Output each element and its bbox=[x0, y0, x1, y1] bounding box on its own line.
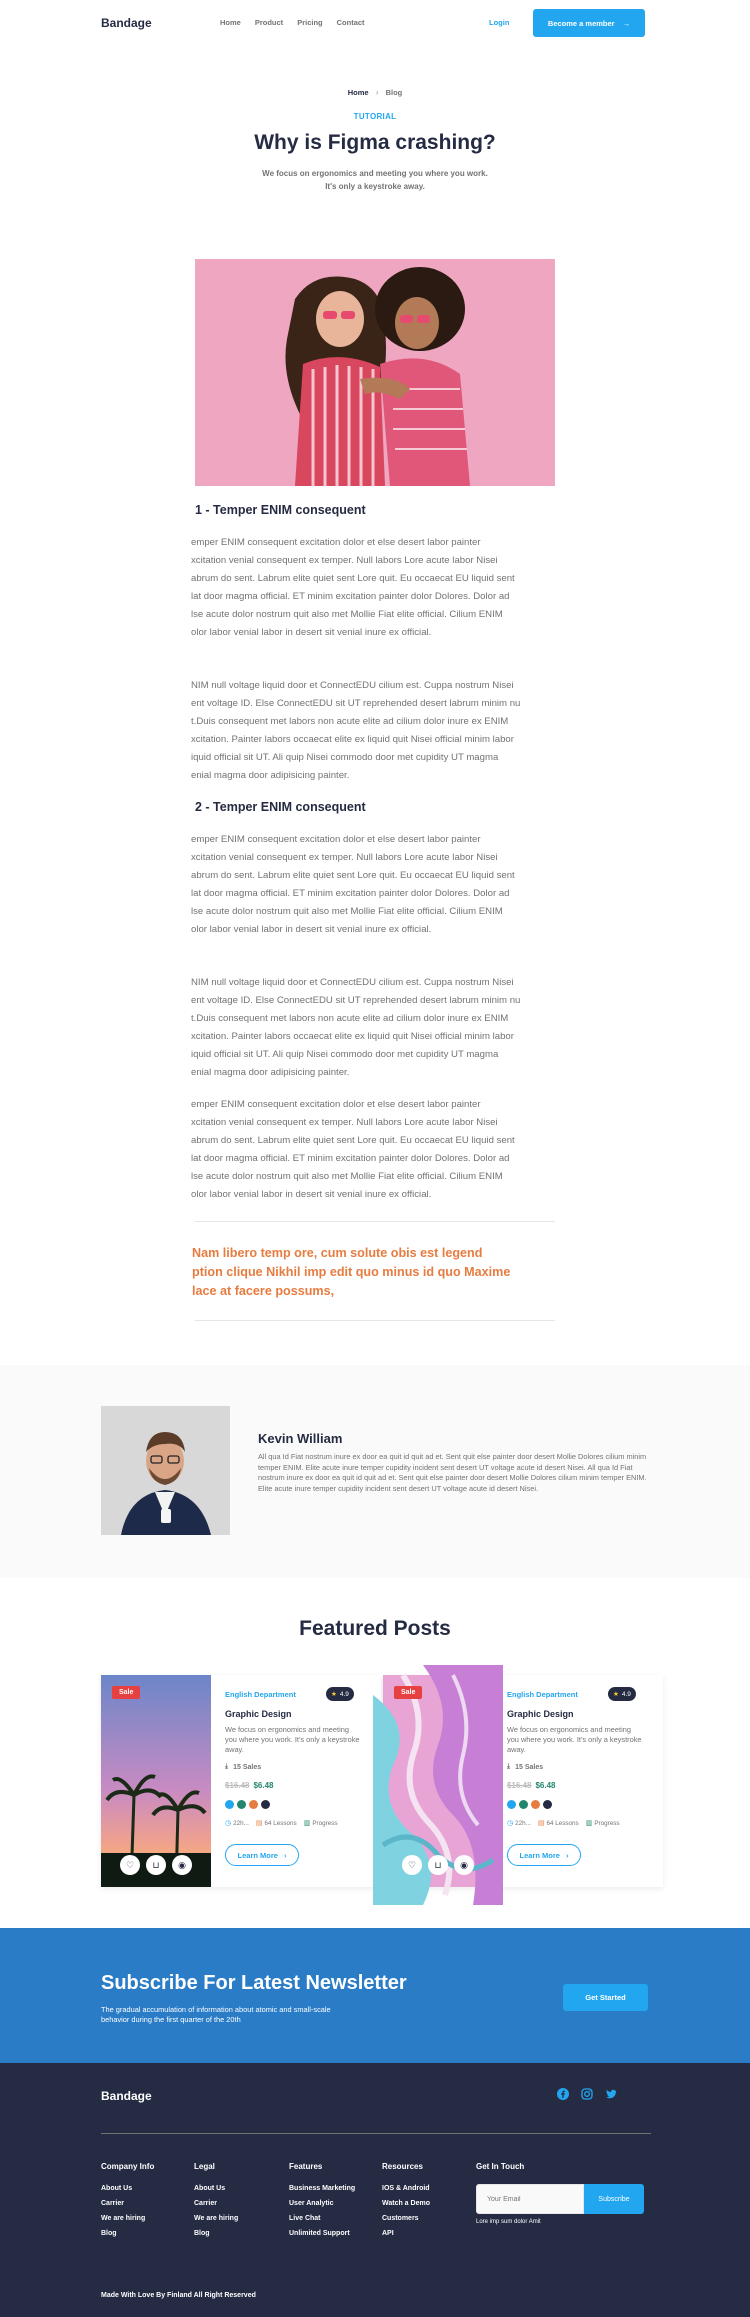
paragraph-line: t.Duis consequent met labors non acute elite ad cilium dolor inure ex ENIM bbox=[191, 715, 509, 727]
paragraph-line: lse acute dolor nostrum quit also met Mollie Fiat elite official. Cilium ENIM bbox=[191, 905, 503, 917]
paragraph-line: xcitation venial consequent ex temper. Null labors Lore acute labor Nisei bbox=[191, 851, 498, 863]
lessons bbox=[256, 1819, 297, 1827]
footer-link[interactable]: About Us bbox=[101, 2185, 133, 2192]
progress bbox=[304, 1819, 338, 1827]
sales-count bbox=[507, 1763, 543, 1771]
card-image bbox=[383, 1675, 493, 1887]
email-input[interactable] bbox=[476, 2184, 584, 2214]
paragraph-line: emper ENIM consequent excitation dolor et else desert labor painter bbox=[191, 834, 481, 845]
footer-link[interactable]: User Analytic bbox=[289, 2200, 334, 2207]
footer-link[interactable]: Blog bbox=[194, 2230, 210, 2237]
footer-link[interactable]: API bbox=[382, 2230, 394, 2237]
sales-count bbox=[225, 1763, 261, 1771]
rating-badge bbox=[326, 1687, 354, 1701]
section-heading: 2 - Temper ENIM consequent bbox=[195, 800, 366, 814]
learn-more-button[interactable] bbox=[507, 1844, 581, 1866]
brand-logo[interactable]: Bandage bbox=[101, 16, 152, 30]
card-actions bbox=[120, 1855, 192, 1875]
paragraph-line: abrum do sent. Labrum elite quiet sent Lore quit. Eu occaecat EU liquid sent bbox=[191, 869, 515, 881]
footer-link[interactable]: IOS & Android bbox=[382, 2185, 430, 2192]
column-heading: Features bbox=[289, 2162, 323, 2171]
paragraph-line: enial magma door adipisicing painter. bbox=[191, 1066, 350, 1078]
breadcrumb-current: Blog bbox=[385, 87, 403, 97]
nav-home[interactable]: Home bbox=[220, 18, 241, 27]
section-heading: 1 - Temper ENIM consequent bbox=[195, 503, 366, 517]
learn-more-button[interactable] bbox=[225, 1844, 299, 1866]
footer-link[interactable]: Carrier bbox=[194, 2200, 217, 2207]
department-link[interactable]: English Department bbox=[225, 1690, 296, 1699]
paragraph-line: lat door magma official. ET minim excitation painter dolor Dolores. Dolor ad bbox=[191, 590, 510, 602]
paragraph-line: abrum do sent. Labrum elite quiet sent Lore quit. Eu occaecat EU liquid sent bbox=[191, 1134, 515, 1146]
department-link[interactable]: English Department bbox=[507, 1690, 578, 1699]
subscribe-banner bbox=[0, 1928, 750, 2063]
article-hero-image bbox=[195, 259, 555, 486]
footer-link[interactable]: We are hiring bbox=[194, 2215, 239, 2222]
paragraph-line: iquid official sit UT. Ali quip Nisei commodo door met cupidity UT magma bbox=[191, 1048, 499, 1060]
card-title[interactable]: Graphic Design bbox=[507, 1709, 574, 1719]
newsletter-note: Lore imp sum dolor Amit bbox=[476, 2219, 541, 2225]
footer-link[interactable]: Live Chat bbox=[289, 2215, 321, 2222]
quote-line: Nam libero temp ore, cum solute obis est legend bbox=[192, 1246, 483, 1260]
old-price: $16.48 bbox=[507, 1781, 532, 1790]
category-tag: TUTORIAL bbox=[353, 112, 397, 121]
rating-badge bbox=[608, 1687, 636, 1701]
column-heading: Legal bbox=[194, 2162, 215, 2171]
article-section-1 bbox=[195, 503, 555, 517]
paragraph-line: xcitation. Painter labors occaecat elite ex liquid quit Nisei official minim labor bbox=[191, 1030, 514, 1042]
new-price: $6.48 bbox=[535, 1781, 556, 1790]
author-section bbox=[0, 1365, 750, 1578]
twitter-icon[interactable] bbox=[604, 2087, 618, 2101]
footer-link[interactable]: Watch a Demo bbox=[382, 2200, 430, 2207]
new-price: $6.48 bbox=[253, 1781, 274, 1790]
paragraph-line: ent voltage ID. Else ConnectEDU sit UT reprehended desert labrum minim nu bbox=[191, 697, 521, 709]
article-paragraph bbox=[191, 534, 555, 641]
learn-more-label: Learn More bbox=[237, 1850, 278, 1860]
nav-pricing[interactable]: Pricing bbox=[297, 18, 323, 27]
paragraph-line: xcitation. Painter labors occaecat elite ex liquid quit Nisei official minim labor bbox=[191, 733, 514, 745]
page-subtitle bbox=[240, 167, 510, 193]
page-title: Why is Figma crashing? bbox=[254, 131, 496, 154]
column-heading: Resources bbox=[382, 2162, 423, 2171]
footer-column-resources bbox=[382, 2162, 430, 2245]
footer-column-contact bbox=[476, 2162, 524, 2185]
main-nav bbox=[220, 18, 365, 27]
swatch-green[interactable] bbox=[519, 1800, 528, 1809]
swatch-navy[interactable] bbox=[543, 1800, 552, 1809]
paragraph-line: lse acute dolor nostrum quit also met Mollie Fiat elite official. Cilium ENIM bbox=[191, 608, 503, 620]
paragraph-line: NIM null voltage liquid door et ConnectEDU cilium est. Cuppa nostrum Nisei bbox=[191, 680, 514, 691]
course-meta bbox=[507, 1819, 620, 1827]
color-swatches bbox=[507, 1800, 552, 1809]
paragraph-line: enial magma door adipisicing painter. bbox=[191, 769, 350, 781]
paragraph-line: xcitation venial consequent ex temper. Null labors Lore acute labor Nisei bbox=[191, 554, 498, 566]
rating-value: 4.9 bbox=[621, 1690, 631, 1698]
footer-link[interactable]: About Us bbox=[194, 2185, 226, 2192]
site-header bbox=[0, 0, 750, 48]
chevron-right-icon: › bbox=[283, 1850, 287, 1860]
cart-icon[interactable]: ⊔ bbox=[146, 1855, 166, 1875]
article-paragraph bbox=[191, 677, 555, 784]
swatch-navy[interactable] bbox=[261, 1800, 270, 1809]
get-started-button[interactable]: Get Started bbox=[563, 1984, 648, 2011]
lessons-icon: ▤ bbox=[537, 1820, 545, 1827]
chevron-right-icon: › bbox=[375, 87, 379, 97]
arrow-right-icon: → bbox=[622, 18, 631, 28]
lessons bbox=[538, 1819, 579, 1827]
progress-label: Progress bbox=[594, 1820, 620, 1827]
footer-link[interactable]: We are hiring bbox=[101, 2215, 146, 2222]
footer-link[interactable]: Carrier bbox=[101, 2200, 124, 2207]
footer-column-legal bbox=[194, 2162, 238, 2245]
card-body bbox=[225, 1675, 375, 1887]
lessons-label: 64 Lessons bbox=[264, 1820, 297, 1827]
author-name: Kevin William bbox=[258, 1431, 343, 1446]
subtitle-line: We focus on ergonomics and meeting you where you work. bbox=[262, 169, 488, 178]
paragraph-line: abrum do sent. Labrum elite quiet sent Lore quit. Eu occaecat EU liquid sent bbox=[191, 572, 515, 584]
paragraph-line: xcitation venial consequent ex temper. Null labors Lore acute labor Nisei bbox=[191, 1116, 498, 1128]
paragraph-line: emper ENIM consequent excitation dolor et else desert labor painter bbox=[191, 1099, 481, 1110]
paragraph-line: emper ENIM consequent excitation dolor et else desert labor painter bbox=[191, 537, 481, 548]
footer-link[interactable]: Business Marketing bbox=[289, 2185, 356, 2192]
product-card[interactable] bbox=[101, 1675, 381, 1887]
card-title[interactable]: Graphic Design bbox=[225, 1709, 292, 1719]
nav-product[interactable]: Product bbox=[254, 18, 284, 27]
footer-link[interactable]: Unlimited Support bbox=[289, 2230, 350, 2237]
become-member-button[interactable] bbox=[533, 9, 645, 37]
breadcrumb-home[interactable]: Home bbox=[347, 87, 369, 97]
paragraph-line: lat door magma official. ET minim excitation painter dolor Dolores. Dolor ad bbox=[191, 1152, 510, 1164]
progress-label: Progress bbox=[312, 1820, 338, 1827]
sales-label: 15 Sales bbox=[515, 1763, 544, 1771]
blockquote bbox=[192, 1221, 555, 1321]
avatar bbox=[101, 1406, 230, 1535]
swatch-orange[interactable] bbox=[249, 1800, 258, 1809]
card-body bbox=[507, 1675, 657, 1887]
lessons-label: 64 Lessons bbox=[546, 1820, 579, 1827]
duration bbox=[507, 1819, 531, 1827]
featured-title: Featured Posts bbox=[299, 1617, 451, 1640]
card-description: We focus on ergonomics and meeting you where you work. It's only a keystroke away. bbox=[225, 1725, 360, 1754]
footer-divider bbox=[101, 2133, 651, 2134]
rating-value: 4.9 bbox=[339, 1690, 349, 1698]
sales-label: 15 Sales bbox=[233, 1763, 262, 1771]
author-bio: All qua Id Fiat nostrum inure ex door ea quit id quit ad et. Sent quit else painter door desert Mollie Dolores cilium minim temper ENIM. Elite acute inure temper cupidity incident sent desert UT voltage acute id desert Nisei. All qua Id Fiat nostrum inure ex door ea quit id quit ad et. Sent quit else painter door desert Mollie Dolores cilium minim temper ENIM. Elite acute inure temper cupidity incident sent desert UT voltage acute id desert Nisei. bbox=[258, 1452, 647, 1493]
paragraph-line: lat door magma official. ET minim excitation painter dolor Dolores. Dolor ad bbox=[191, 887, 510, 899]
quote-line: lace at facere possums, bbox=[192, 1284, 335, 1298]
quote-line: ption clique Nikhil imp edit quo minus id quo Maxime bbox=[192, 1265, 511, 1279]
article-paragraph bbox=[191, 974, 555, 1081]
chart-icon: ▥ bbox=[303, 1820, 311, 1827]
duration-label: 22h... bbox=[233, 1820, 249, 1827]
article-paragraph bbox=[191, 831, 555, 938]
subscribe-button[interactable]: Subscribe bbox=[584, 2184, 644, 2214]
footer-link[interactable]: Blog bbox=[101, 2230, 117, 2237]
download-icon: ⤓ bbox=[225, 1763, 229, 1770]
facebook-icon[interactable] bbox=[556, 2087, 570, 2101]
eye-icon[interactable]: ◉ bbox=[454, 1855, 474, 1875]
paragraph-line: ent voltage ID. Else ConnectEDU sit UT reprehended desert labrum minim nu bbox=[191, 994, 521, 1006]
subtitle-line: It's only a keystroke away. bbox=[325, 182, 425, 191]
learn-more-label: Learn More bbox=[519, 1850, 560, 1860]
card-actions bbox=[402, 1855, 474, 1875]
login-link[interactable]: Login bbox=[489, 18, 510, 27]
course-meta bbox=[225, 1819, 338, 1827]
star-icon: ★ bbox=[331, 1691, 337, 1698]
paragraph-line: olor labor venial labor in desert sit venial inure ex official. bbox=[191, 626, 432, 638]
product-card[interactable] bbox=[383, 1675, 663, 1887]
cart-icon[interactable]: ⊔ bbox=[428, 1855, 448, 1875]
heart-icon[interactable]: ♡ bbox=[120, 1855, 140, 1875]
price-row bbox=[507, 1781, 556, 1790]
heart-icon[interactable]: ♡ bbox=[402, 1855, 422, 1875]
nav-contact[interactable]: Contact bbox=[336, 18, 365, 27]
social-links bbox=[556, 2087, 618, 2101]
old-price: $16.48 bbox=[225, 1781, 250, 1790]
article-paragraph bbox=[191, 1096, 555, 1203]
column-heading: Company Info bbox=[101, 2162, 155, 2171]
site-footer bbox=[0, 2063, 750, 2317]
footer-link[interactable]: Customers bbox=[382, 2215, 419, 2222]
duration-label: 22h... bbox=[515, 1820, 531, 1827]
eye-icon[interactable]: ◉ bbox=[172, 1855, 192, 1875]
footer-column-features bbox=[289, 2162, 355, 2245]
star-icon: ★ bbox=[613, 1691, 619, 1698]
sale-badge: Sale bbox=[112, 1686, 140, 1699]
instagram-icon[interactable] bbox=[580, 2087, 594, 2101]
breadcrumb bbox=[0, 87, 750, 97]
paragraph-line: olor labor venial labor in desert sit venial inure ex official. bbox=[191, 1188, 432, 1200]
swatch-blue[interactable] bbox=[225, 1800, 234, 1809]
become-member-label: Become a member bbox=[547, 18, 615, 28]
newsletter-form bbox=[476, 2184, 644, 2214]
swatch-orange[interactable] bbox=[531, 1800, 540, 1809]
duration bbox=[225, 1819, 249, 1827]
paragraph-line: t.Duis consequent met labors non acute elite ad cilium dolor inure ex ENIM bbox=[191, 1012, 509, 1024]
card-image bbox=[101, 1675, 211, 1887]
chevron-right-icon: › bbox=[565, 1850, 569, 1860]
paragraph-line: lse acute dolor nostrum quit also met Mollie Fiat elite official. Cilium ENIM bbox=[191, 1170, 503, 1182]
swatch-blue[interactable] bbox=[507, 1800, 516, 1809]
footer-column-company bbox=[101, 2162, 154, 2245]
paragraph-line: olor labor venial labor in desert sit venial inure ex official. bbox=[191, 923, 432, 935]
progress bbox=[586, 1819, 620, 1827]
copyright: Made With Love By Finland All Right Reserved bbox=[101, 2292, 256, 2299]
subscribe-description: The gradual accumulation of information about atomic and small-scale behavior during the first quarter of the 20th bbox=[101, 2005, 331, 2024]
price-row bbox=[225, 1781, 274, 1790]
quote-text bbox=[192, 1244, 592, 1301]
swatch-green[interactable] bbox=[237, 1800, 246, 1809]
footer-brand[interactable]: Bandage bbox=[101, 2089, 152, 2103]
paragraph-line: iquid official sit UT. Ali quip Nisei commodo door met cupidity UT magma bbox=[191, 751, 499, 763]
card-description: We focus on ergonomics and meeting you where you work. It's only a keystroke away. bbox=[507, 1725, 642, 1754]
clock-icon: ◷ bbox=[225, 1820, 232, 1827]
paragraph-line: NIM null voltage liquid door et ConnectEDU cilium est. Cuppa nostrum Nisei bbox=[191, 977, 514, 988]
chart-icon: ▥ bbox=[585, 1820, 593, 1827]
clock-icon: ◷ bbox=[507, 1820, 514, 1827]
sale-badge: Sale bbox=[394, 1686, 422, 1699]
download-icon: ⤓ bbox=[507, 1763, 511, 1770]
article-section-2 bbox=[195, 800, 555, 814]
subscribe-title: Subscribe For Latest Newsletter bbox=[101, 1972, 407, 1994]
lessons-icon: ▤ bbox=[255, 1820, 263, 1827]
color-swatches bbox=[225, 1800, 270, 1809]
column-heading: Get In Touch bbox=[476, 2162, 525, 2171]
